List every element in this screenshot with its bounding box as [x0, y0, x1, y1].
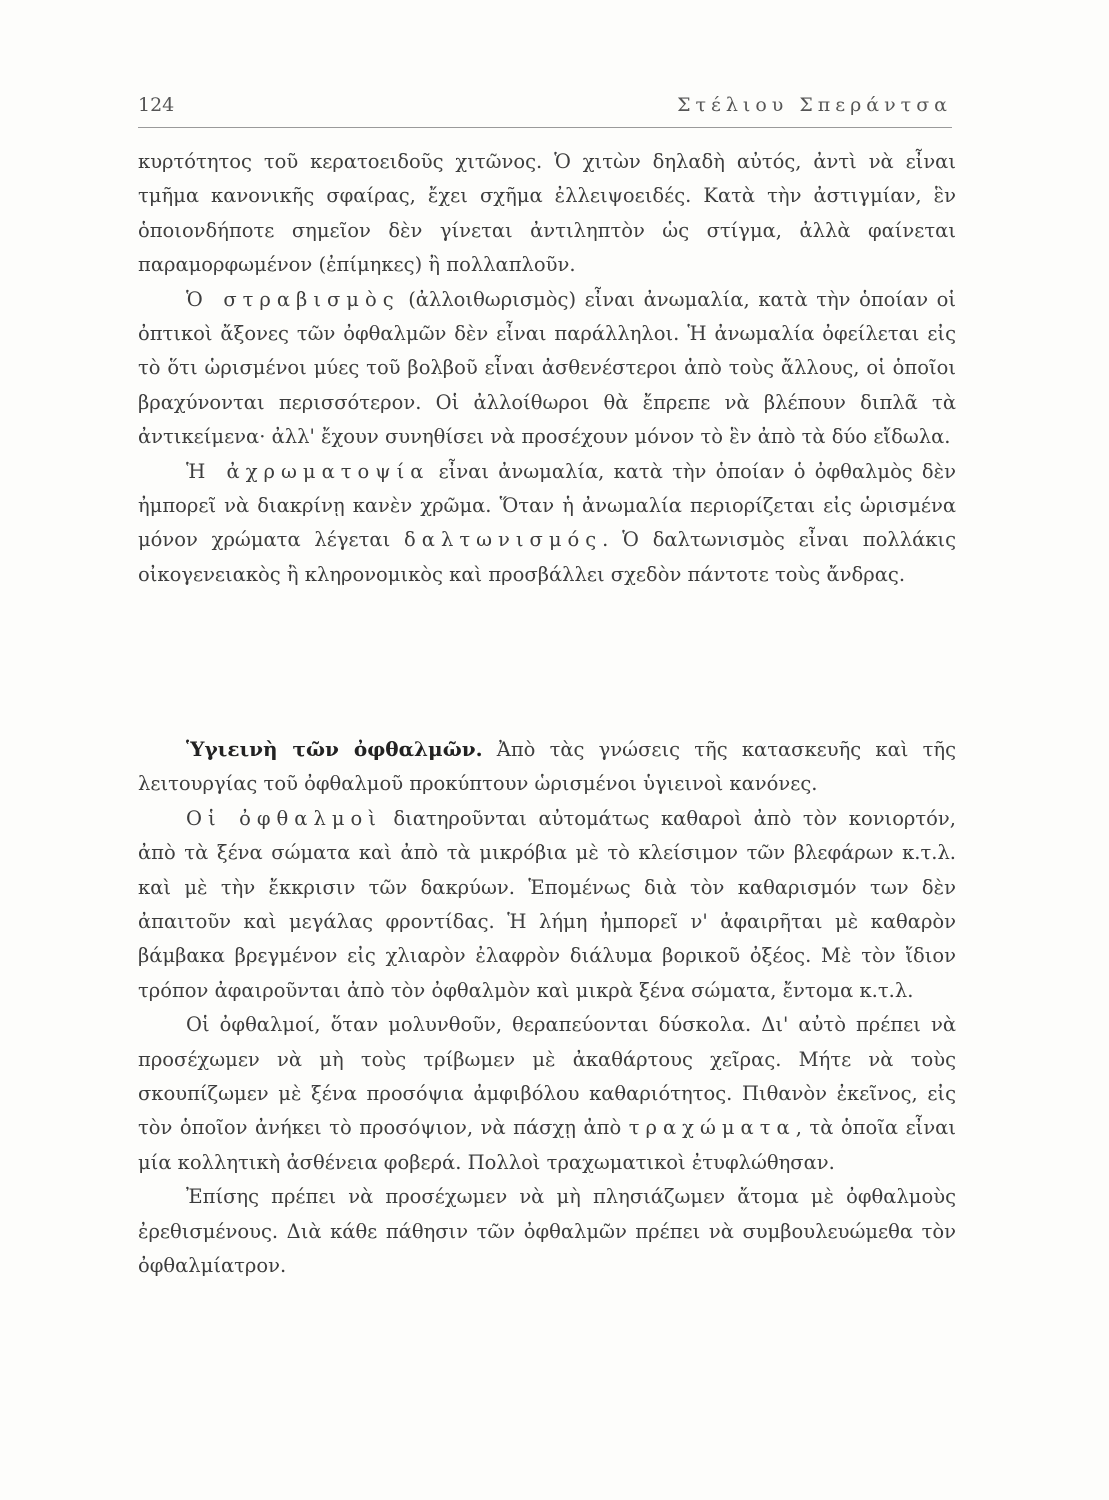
term-strabismus: Ὁ στραβισμὸς — [186, 287, 400, 311]
infection-text-a: Οἱ ὀφθαλμοί, ὅταν μολυνθοῦν, θεραπεύονται δύσκολα. Δι' αὐτὸ πρέπει νὰ προσέχωμεν νὰ μὴ τοὺς τρίβωμεν μὲ ἀκαθάρτους χεῖρας. Μήτε νὰ τοὺς σκουπίζωμεν μὲ ξένα προσόψια ἀμφιβόλου καθαριότητος. Πιθανὸν ἐκεῖνος, εἰς τὸν ὁποῖον ἀνήκει τὸ προσόψιον, νὰ πάσχῃ ἀπὸ — [138, 1013, 956, 1140]
eye-cleaning-text: διατηροῦνται αὐτομάτως καθαροὶ ἀπὸ τὸν κονιορτόν, ἀπὸ τὰ ξένα σώματα καὶ ἀπὸ τὰ μικρόβια μὲ τὸ κλείσιμον τῶν βλεφάρων κ.τ.λ. καὶ μὲ τὴν ἔκκρισιν τῶν δακρύων. Ἑπομένως διὰ τὸν καθαρισμόν των δὲν ἀπαιτοῦν καὶ μεγάλας φροντίδας. Ἡ λήμη ἠμπορεῖ ν' ἀφαιρῆται μὲ καθαρὸν βάμβακα βρεγμένον εἰς χλιαρὸν ἐλαφρὸν διάλυμα βορικοῦ ὀξέος. Μὲ τὸν ἴδιον τρόπον ἀφαιροῦνται ἀπὸ τὸν ὀφθαλμὸν καὶ μικρὰ ξένα σώματα, ἔντομα κ.τ.λ. — [138, 806, 956, 1002]
term-trachoma: τραχώματα — [628, 1116, 796, 1140]
achromatopsia-text-a: εἶναι ἀνωμαλία, κατὰ τὴν ὁποίαν ὁ ὀφθαλμὸς δὲν ἠμπορεῖ νὰ διακρίνῃ κανὲν χρῶμα. Ὅταν ἡ ἀνωμαλία περιορίζεται εἰς ὡρισμένα μόνον χρώματα λέγεται — [138, 459, 956, 552]
section-eye-anomalies — [138, 145, 956, 592]
paragraph-eye-cleaning — [138, 802, 956, 1008]
page-number: 124 — [138, 94, 175, 116]
paragraph-infection — [138, 1008, 956, 1180]
term-daltonism: δαλτωνισμός — [404, 528, 603, 552]
section-heading: Ὑγιεινὴ τῶν ὀφθαλμῶν. — [186, 737, 483, 761]
running-head: Στέλιου Σπεράντσα — [677, 94, 952, 116]
paragraph-strabismus — [138, 283, 956, 455]
section-eye-hygiene — [138, 732, 956, 1284]
paragraph-astigmatism: κυρτότητος τοῦ κερατοειδοῦς χιτῶνος. Ὁ χιτὼν δηλαδὴ αὐτός, ἀντὶ νὰ εἶναι τμῆμα κανονικῆς σφαίρας, ἔχει σχῆμα ἐλλειψοειδές. Κατὰ τὴν ἀστιγμίαν, ἓν ὁποιονδήποτε σημεῖον δὲν γίνεται ἀντιληπτὸν ὡς στίγμα, ἀλλὰ φαίνεται παραμορφωμένον (ἐπίμηκες) ἢ πολλαπλοῦν. — [138, 150, 956, 277]
term-eyes: Οἱ ὀφθαλμοὶ — [186, 806, 382, 830]
paragraph-ophthalmologist: Ἐπίσης πρέπει νὰ προσέχωμεν νὰ μὴ πλησιάζωμεν ἄτομα μὲ ὀφθαλμοὺς ἐρεθισμένους. Διὰ κάθε πάθησιν τῶν ὀφθαλμῶν πρέπει νὰ συμβουλευώμεθα τὸν ὀφθαλμίατρον. — [138, 1185, 956, 1278]
strabismus-text: (ἀλλοιθωρισμὸς) εἶναι ἀνωμαλία, κατὰ τὴν ὁποίαν οἱ ὀπτικοὶ ἄξονες τῶν ὀφθαλμῶν δὲν εἶναι παράλληλοι. Ἡ ἀνωμαλία ὀφείλεται εἰς τὸ ὅτι ὡρισμένοι μύες τοῦ βολβοῦ εἶναι ἀσθενέστεροι ἀπὸ τοὺς ἄλλους, οἱ ὁποῖοι βραχύνονται περισσότερον. Οἱ ἀλλοίθωροι θὰ ἔπρεπε νὰ βλέπουν διπλᾶ τὰ ἀντικείμενα· ἀλλ' ἔχουν συνηθίσει νὰ προσέχουν μόνον τὸ ἓν ἀπὸ τὰ δύο εἴδωλα. — [138, 287, 956, 449]
infection-text-b: , τὰ ὁποῖα εἶναι μία κολλητικὴ ἀσθένεια φοβερά. Πολλοὶ τραχωματικοὶ ἐτυφλώθησαν. — [138, 1116, 956, 1174]
paragraph-achromatopsia — [138, 455, 956, 593]
achromatopsia-text-b: . Ὁ δαλτωνισμὸς εἶναι πολλάκις οἰκογενειακὸς ἢ κληρονομικὸς καὶ προσβάλλει σχεδὸν πάντοτε τοὺς ἄνδρας. — [138, 528, 956, 586]
paragraph-hygiene-intro — [138, 732, 956, 802]
header-rule — [138, 127, 952, 128]
page-header — [138, 86, 952, 126]
hygiene-intro-text: Ἀπὸ τὰς γνώσεις τῆς κατασκευῆς καὶ τῆς λειτουργίας τοῦ ὀφθαλμοῦ προκύπτουν ὡρισμένοι ὑγιεινοὶ κανόνες. — [138, 738, 956, 796]
term-achromatopsia: Ἡ ἀχρωματοψία — [186, 459, 430, 483]
